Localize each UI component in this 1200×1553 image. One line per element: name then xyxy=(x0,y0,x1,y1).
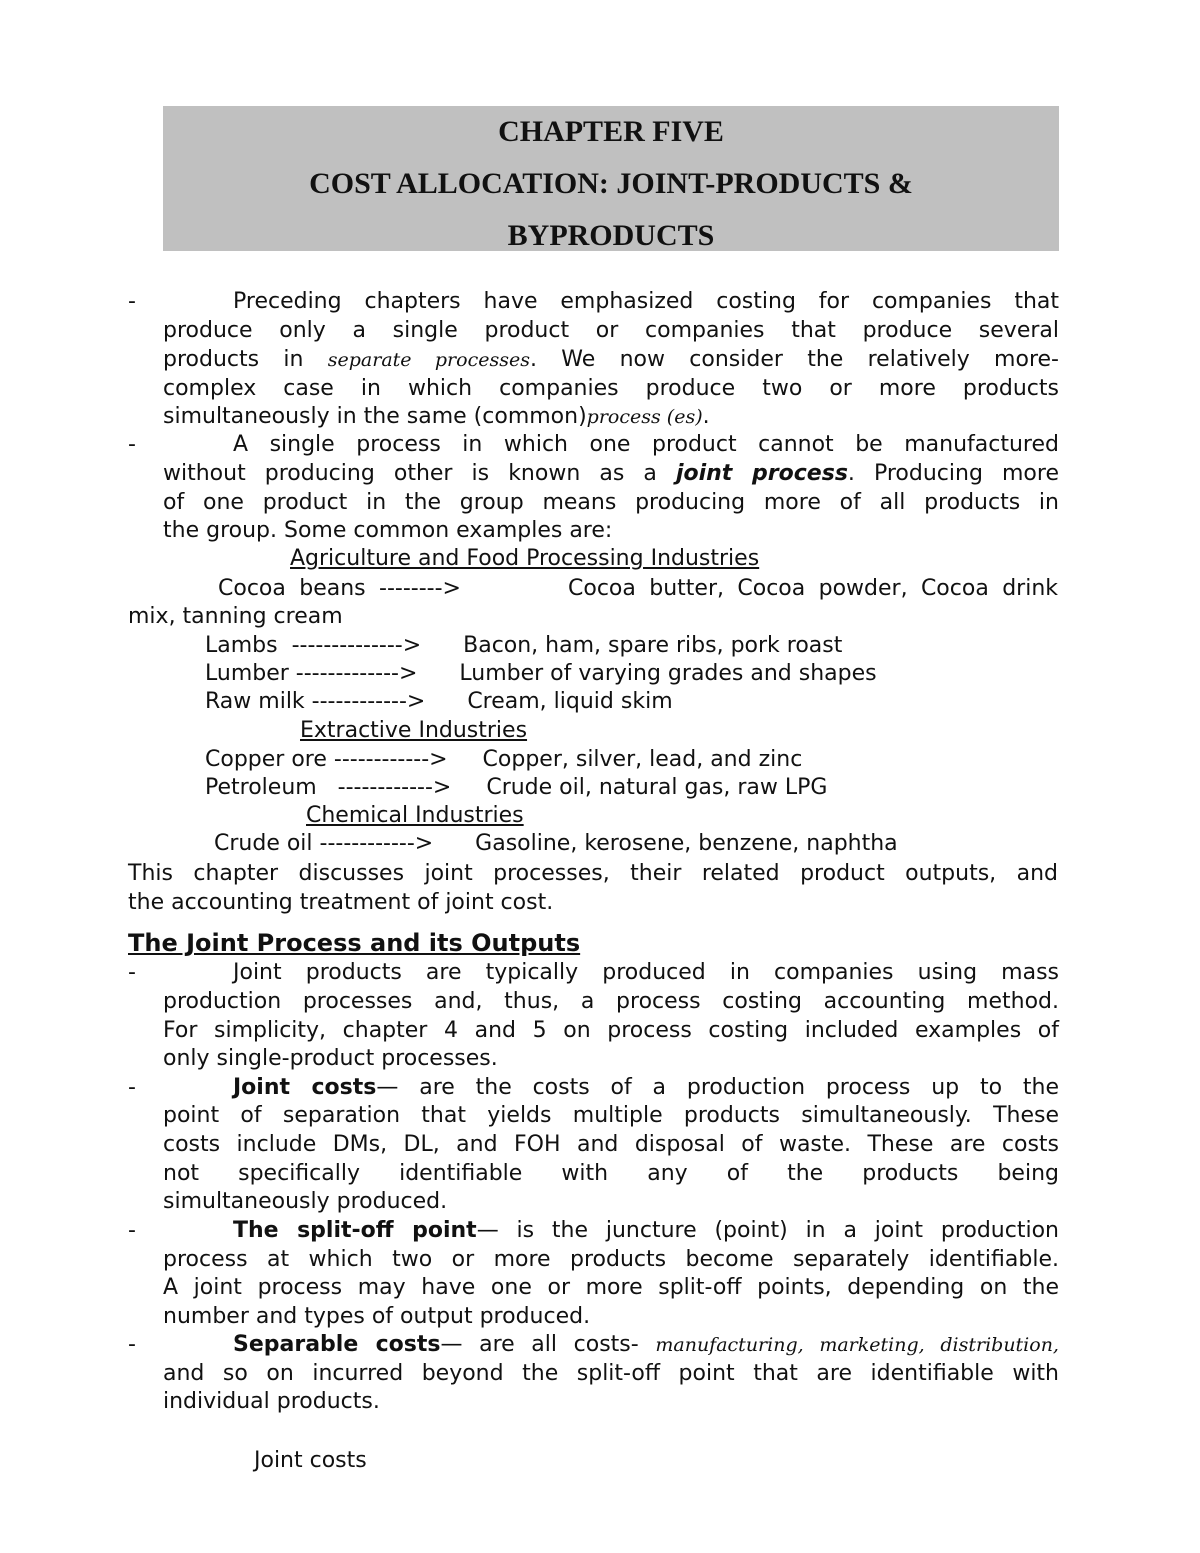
bullet-dash: - xyxy=(128,1218,136,1243)
example-lumber: Lumber -------------> Lumber of varying grades and shapes xyxy=(205,661,877,686)
example-cocoa-cont: mix, tanning cream xyxy=(128,604,343,629)
p1-line-4: complex case in which companies produce two or more products xyxy=(163,376,1059,401)
s2-line-2: point of separation that yields multiple products simultaneously. These xyxy=(163,1103,1059,1128)
summary-line-2: the accounting treatment of joint cost. xyxy=(128,890,554,915)
chapter-title-box xyxy=(163,106,1059,251)
s3-line-2: process at which two or more products become separately identifiable. xyxy=(163,1247,1059,1272)
bullet-dash: - xyxy=(128,1075,136,1100)
p2-line-2: without producing other is known as a joint process. Producing more xyxy=(163,461,1059,486)
s1-line-1: Joint products are typically produced in companies using mass xyxy=(233,960,1059,985)
bullet-dash: - xyxy=(128,960,136,985)
s2-line-3: costs include DMs, DL, and FOH and disposal of waste. These are costs xyxy=(163,1132,1059,1157)
example-crude: Crude oil ------------> Gasoline, kerosene, benzene, naphtha xyxy=(214,831,898,856)
s2-line-5: simultaneously produced. xyxy=(163,1189,448,1214)
p1-line-1: Preceding chapters have emphasized costing for companies that xyxy=(233,289,1059,314)
s3-line-1: The split-off point— is the juncture (point) in a joint production xyxy=(233,1218,1059,1243)
p2-line-1: A single process in which one product cannot be manufactured xyxy=(233,432,1059,457)
bullet-dash: - xyxy=(128,432,136,457)
example-lambs: Lambs --------------> Bacon, ham, spare ribs, pork roast xyxy=(205,633,843,658)
p2-line-3: of one product in the group means producing more of all products in xyxy=(163,490,1059,515)
s4-line-1: Separable costs— are all costs- manufacturing, marketing, distribution, xyxy=(233,1332,1059,1357)
s2-line-4: not specifically identifiable with any of the products being xyxy=(163,1161,1059,1186)
s3-line-4: number and types of output produced. xyxy=(163,1304,591,1329)
s1-line-4: only single-product processes. xyxy=(163,1046,498,1071)
s1-line-2: production processes and, thus, a process costing accounting method. xyxy=(163,989,1059,1014)
joint-costs-label: Joint costs xyxy=(254,1448,367,1473)
chapter-number: CHAPTER FIVE xyxy=(498,115,724,148)
s2-line-1: Joint costs— are the costs of a production process up to the xyxy=(233,1075,1059,1100)
p1-line-2: produce only a single product or companies that produce several xyxy=(163,318,1059,343)
example-petroleum: Petroleum ------------> Crude oil, natural gas, raw LPG xyxy=(205,775,828,800)
section-heading: The Joint Process and its Outputs xyxy=(128,929,581,957)
example-copper: Copper ore ------------> Copper, silver, lead, and zinc xyxy=(205,747,803,772)
s1-line-3: For simplicity, chapter 4 and 5 on process costing included examples of xyxy=(163,1018,1059,1043)
s4-line-3: individual products. xyxy=(163,1389,380,1414)
extractive-heading: Extractive Industries xyxy=(300,718,528,743)
bullet-dash: - xyxy=(128,1332,136,1357)
summary-line-1: This chapter discusses joint processes, their related product outputs, and xyxy=(128,861,1058,886)
chapter-title-line-1: COST ALLOCATION: JOINT-PRODUCTS & xyxy=(309,167,913,200)
bullet-dash: - xyxy=(128,289,136,314)
agri-heading: Agriculture and Food Processing Industries xyxy=(290,546,760,571)
s4-line-2: and so on incurred beyond the split-off point that are identifiable with xyxy=(163,1361,1059,1386)
chemical-heading: Chemical Industries xyxy=(306,803,524,828)
p2-line-4: the group. Some common examples are: xyxy=(163,518,613,543)
example-milk: Raw milk ------------> Cream, liquid skim xyxy=(205,689,673,714)
chapter-title-line-2: BYPRODUCTS xyxy=(507,219,715,252)
s3-line-3: A joint process may have one or more split-off points, depending on the xyxy=(163,1275,1059,1300)
p1-line-3: products in separate processes. We now consider the relatively more- xyxy=(163,347,1059,372)
p1-line-5: simultaneously in the same (common)process (es). xyxy=(163,404,710,429)
example-cocoa: Cocoa beans --------> Cocoa butter, Cocoa powder, Cocoa drink xyxy=(218,576,1058,601)
